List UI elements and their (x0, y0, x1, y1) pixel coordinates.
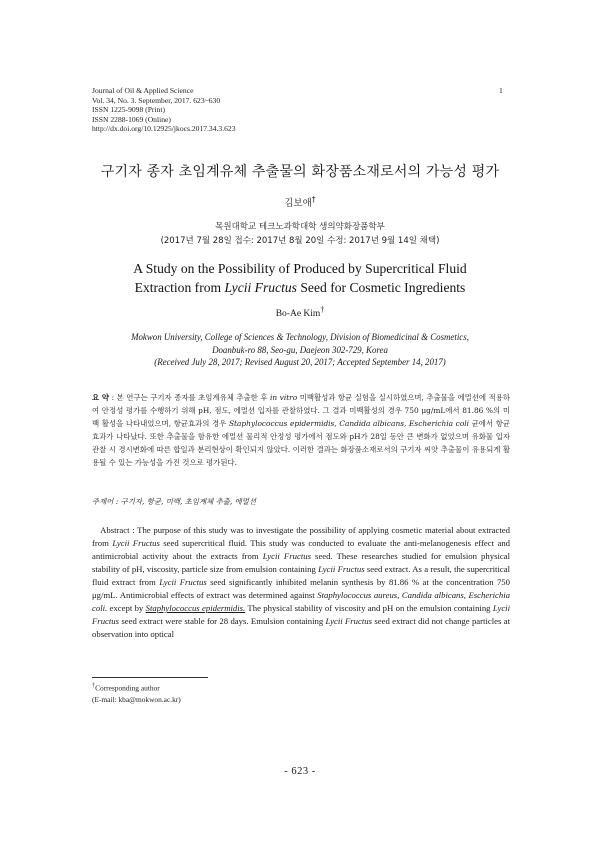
title-text: Extraction from (134, 280, 225, 295)
corresponding-mark: † (92, 683, 96, 689)
abstract-italic: in vitro (270, 393, 298, 402)
abstract-text: : 본 연구는 구기자 종자를 초임계유체 추출한 후 (111, 393, 270, 402)
abstract-italic: Lycii Fructus (325, 616, 373, 626)
korean-affiliation (0, 220, 600, 248)
abstract-italic: Lycii Fructus (262, 551, 311, 561)
species-name: Lycii Fructus (224, 280, 297, 295)
english-title (0, 259, 600, 297)
footnote-text: Corresponding author (95, 683, 160, 693)
footnote-email: (E-mail: kba@mokwon.ac.kr) (92, 694, 181, 704)
korean-abstract (92, 392, 510, 469)
korean-title: 구기자 종자 초임계유체 추출물의 화장품소재로서의 가능성 평가 (100, 164, 500, 180)
abstract-italic: Staphylococcus aureus, Candida albicans, Escherichia coli. (92, 590, 510, 613)
korean-author (0, 195, 600, 209)
abstract-text: except by (107, 603, 146, 613)
abstract-text: seed significantly inhibited melanin synthesis by 81.86 % at the concentration 750 μg/mL. Antimicrobial effects of extract was determined against (92, 577, 510, 600)
korean-keywords: 주제어 : 구기자, 항균, 미백, 초임계체 추출, 에멀션 (92, 497, 256, 506)
abstract-text: seed extract were stable for 28 days. Emulsion containing (119, 616, 326, 626)
korean-author-name: 김보애 (284, 198, 312, 210)
english-author (0, 305, 600, 319)
abstract-text: 균에서 항균효과가 나타났다. 또한 추출물을 함유한 에멀션 물리적 안정성 평가에서 점도와 pH가 28일 동안 큰 변화가 없었으며 유화물 입자 관찰 시 경시변화에 따른 합일과 분리현상이 확인되지 않았다. 이러한 결과는 화장품소재로서의 구기자 씨앗 추출물이 유용되게 활용될 수 있는 가능성을 가진 것으로 평가된다. (92, 418, 510, 467)
abstract-text: seed. These researches studied for emulsion physical stability of pH, viscosity, particle size from emulsion containing (92, 551, 510, 574)
abstract-italic: Staphylococcus epidermidis, Candida albicans, Escherichia coli (228, 418, 469, 428)
journal-doi-link[interactable]: http://dx.doi.org/10.12925/jkocs.2017.34.3.623 (92, 124, 236, 134)
journal-issn-online: ISSN 2288-1069 (Online) (92, 114, 171, 124)
korean-dates: (2017년 7월 28일 접수: 2017년 8월 20일 수정: 2017년 9월 14일 채택) (160, 236, 440, 246)
abstract-italic: Staphylococcus epidermidis. (145, 603, 246, 613)
corresponding-mark: † (311, 195, 316, 204)
abstract-text: seed extract. As a result, the supercritical fluid extract from (92, 564, 510, 587)
english-affiliation-line1: Mokwon University, College of Sciences & Technology, Division of Biomedicinal & Cosmetics, (131, 332, 469, 342)
abstract-text: seed extract did not change particles at observation into optical (92, 616, 510, 639)
english-title-line1: A Study on the Possibility of Produced by Supercritical Fluid (133, 261, 467, 276)
abstract-italic: Lycii Fructus (112, 538, 160, 548)
abstract-text: seed supercritical fluid. This study was conducted to evaluate the anti-melanogenesis effect and antimicrobial activity about the extracts from (92, 538, 511, 561)
english-title-line2 (0, 278, 600, 297)
footnote-divider (92, 677, 208, 678)
abstract-italic: Lycii Fructus (92, 603, 511, 626)
english-author-name: Bo-Ae Kim (275, 309, 321, 320)
abstract-text: The physical stability of viscosity and pH on the emulsion containing (245, 603, 493, 613)
footnote-corresponding (92, 681, 392, 694)
abstract-italic: Lycii Fructus (159, 577, 207, 587)
page-number: - 623 - (284, 766, 316, 777)
corner-page-number: 1 (499, 86, 503, 95)
english-affiliation (0, 331, 600, 369)
footnote (92, 681, 392, 705)
title-text: Seed for Cosmetic Ingredients (296, 280, 466, 295)
english-dates: (Received July 28, 2017; Revised August 20, 2017; Accepted September 14, 2017) (154, 357, 446, 368)
journal-issn-print: ISSN 1225-9098 (Print) (92, 105, 165, 115)
abstract-text: 미백활성과 항균 실험을 실시하였으며, 추출물을 에멀션에 적용하여 안정성 평가를 수행하기 위해 pH, 점도, 에멀션 입자를 관찰하였다. 그 결과 미백활성의 경우 750 μg/mL에서 81.86 %의 미백 활성을 나타내었으며, 항균효과의 경우 (92, 393, 511, 428)
journal-volume: Vol. 34, No. 3. September, 2017. 623~630 (92, 95, 221, 105)
journal-name: Journal of Oil & Applied Science (92, 86, 194, 95)
english-affiliation-line2: Doanbuk-ro 88, Seo-gu, Daejeon 302-729, Korea (212, 344, 388, 355)
abstract-italic: Lycii Fructus (318, 564, 365, 574)
korean-abstract-label: 요 약 (92, 393, 110, 402)
corresponding-mark: † (320, 305, 325, 314)
abstract-text: : The purpose of this study was to investigate the possibility of applying cosmetic material about extracted from (92, 525, 510, 548)
english-abstract-label: Abstract (100, 525, 130, 535)
journal-info (92, 86, 492, 134)
korean-affiliation-name: 목원대학교 테크노과학대학 생의약화장품학부 (215, 222, 385, 232)
english-abstract (92, 524, 510, 641)
